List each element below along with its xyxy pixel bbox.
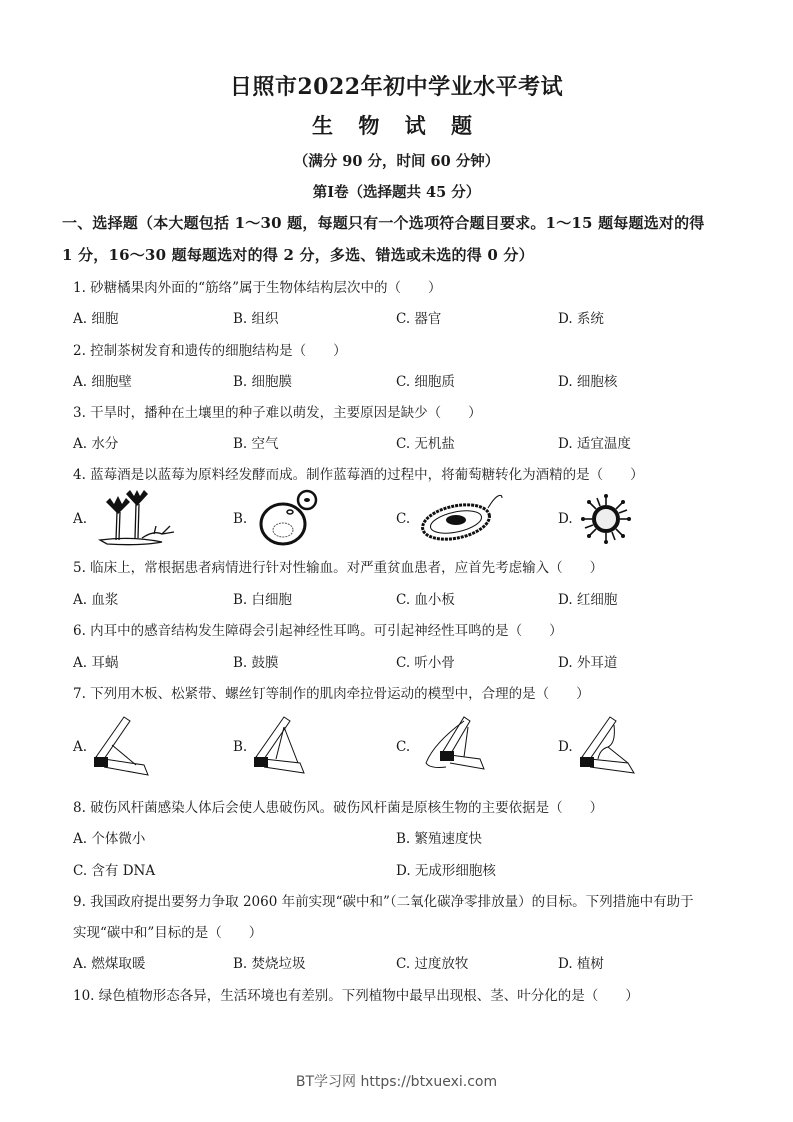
question-3-option-c[interactable]: C. 无机盐 <box>396 436 455 452</box>
question-1-option-d[interactable]: D. 系统 <box>558 311 604 327</box>
yeast-figure-icon <box>255 488 325 548</box>
question-6-stem: 6. 内耳中的感音结构发生障碍会引起神经性耳鸣。可引起神经性耳鸣的是（ ） <box>73 623 563 639</box>
question-9-option-a[interactable]: A. 燃煤取暖 <box>73 956 146 972</box>
question-2-stem: 2. 控制茶树发育和遗传的细胞结构是（ ） <box>73 343 347 359</box>
question-6-option-a[interactable]: A. 耳蜗 <box>73 655 119 671</box>
question-8-option-a[interactable]: A. 个体微小 <box>73 831 146 847</box>
question-9-option-c[interactable]: C. 过度放牧 <box>396 956 469 972</box>
question-3-option-a[interactable]: A. 水分 <box>73 436 119 452</box>
question-4-option-b[interactable]: B. <box>233 511 248 527</box>
bone-model-a-icon <box>92 715 152 777</box>
question-8-option-b[interactable]: B. 繁殖速度快 <box>396 831 483 847</box>
question-7-option-a[interactable]: A. <box>73 739 88 755</box>
bacterium-figure-icon <box>418 492 508 544</box>
question-3-option-b[interactable]: B. 空气 <box>233 436 279 452</box>
question-10-stem: 10. 绿色植物形态各异，生活环境也有差别。下列植物中最早出现根、茎、叶分化的是（ ） <box>73 988 639 1004</box>
part-title: 第Ⅰ卷（选择题共 45 分） <box>312 184 481 201</box>
question-7-option-b[interactable]: B. <box>233 739 248 755</box>
question-2-option-b[interactable]: B. 细胞膜 <box>233 374 293 390</box>
question-9-stem: 9. 我国政府提出要努力争取 2060 年前实现“碳中和”（二氧化碳净零排放量）的目标。下列措施中有助于 <box>73 894 694 910</box>
question-9-option-d[interactable]: D. 植树 <box>558 956 604 972</box>
subject-title: 生 物 试 题 <box>312 113 481 138</box>
question-1-option-b[interactable]: B. 组织 <box>233 311 279 327</box>
question-4-option-c[interactable]: C. <box>396 511 411 527</box>
bone-model-d-icon <box>578 715 640 777</box>
question-1-option-a[interactable]: A. 细胞 <box>73 311 119 327</box>
question-5-option-c[interactable]: C. 血小板 <box>396 592 455 608</box>
question-4-stem: 4. 蓝莓酒是以蓝莓为原料经发酵而成。制作蓝莓酒的过程中，将葡萄糖转化为酒精的是（ ） <box>73 467 644 483</box>
question-3-stem: 3. 干旱时，播种在土壤里的种子难以萌发，主要原因是缺少（ ） <box>73 405 482 421</box>
section-instruction-line2: 1 分，16～30 题每题选对的得 2 分，多选、错选或未选的得 0 分） <box>62 246 534 264</box>
question-8-option-c[interactable]: C. 含有 DNA <box>73 863 156 879</box>
question-5-option-a[interactable]: A. 血浆 <box>73 592 119 608</box>
question-9-option-b[interactable]: B. 焚烧垃圾 <box>233 956 306 972</box>
question-2-option-d[interactable]: D. 细胞核 <box>558 374 618 390</box>
question-5-stem: 5. 临床上，常根据患者病情进行针对性输血。对严重贫血患者，应首先考虑输入（ ） <box>73 560 604 576</box>
question-7-option-d[interactable]: D. <box>558 739 573 755</box>
question-4-option-d[interactable]: D. <box>558 511 573 527</box>
question-1-stem: 1. 砂糖橘果肉外面的“筋络”属于生物体结构层次中的（ ） <box>73 280 442 296</box>
bone-model-c-icon <box>420 713 490 775</box>
question-9-stem-continued: 实现“碳中和”目标的是（ ） <box>73 925 263 941</box>
exam-info: （满分 90 分，时间 60 分钟） <box>293 153 500 170</box>
question-4-option-a[interactable]: A. <box>73 511 88 527</box>
watermark-footer: BT学习网 https://btxuexi.com <box>295 1074 498 1090</box>
question-2-option-a[interactable]: A. 细胞壁 <box>73 374 132 390</box>
exam-title: 日照市2022年初中学业水平考试 <box>229 74 564 100</box>
bone-model-b-icon <box>252 715 312 777</box>
question-1-option-c[interactable]: C. 器官 <box>396 311 442 327</box>
question-2-option-c[interactable]: C. 细胞质 <box>396 374 455 390</box>
question-7-option-c[interactable]: C. <box>396 739 411 755</box>
question-7-stem: 7. 下列用木板、松紧带、螺丝钉等制作的肌肉牵拉骨运动的模型中，合理的是（ ） <box>73 686 590 702</box>
question-8-stem: 8. 破伤风杆菌感染人体后会使人患破伤风。破伤风杆菌是原核生物的主要依据是（ ） <box>73 800 604 816</box>
question-6-option-d[interactable]: D. 外耳道 <box>558 655 618 671</box>
question-8-option-d[interactable]: D. 无成形细胞核 <box>396 863 496 879</box>
virus-figure-icon <box>580 493 632 545</box>
question-5-option-d[interactable]: D. 红细胞 <box>558 592 618 608</box>
question-6-option-c[interactable]: C. 听小骨 <box>396 655 455 671</box>
question-3-option-d[interactable]: D. 适宜温度 <box>558 436 631 452</box>
mold-figure-icon <box>92 490 182 548</box>
question-6-option-b[interactable]: B. 鼓膜 <box>233 655 279 671</box>
section-instruction-line1: 一、选择题（本大题包括 1～30 题，每题只有一个选项符合题目要求。1～15 题每题选对的得 <box>62 214 705 232</box>
question-5-option-b[interactable]: B. 白细胞 <box>233 592 293 608</box>
